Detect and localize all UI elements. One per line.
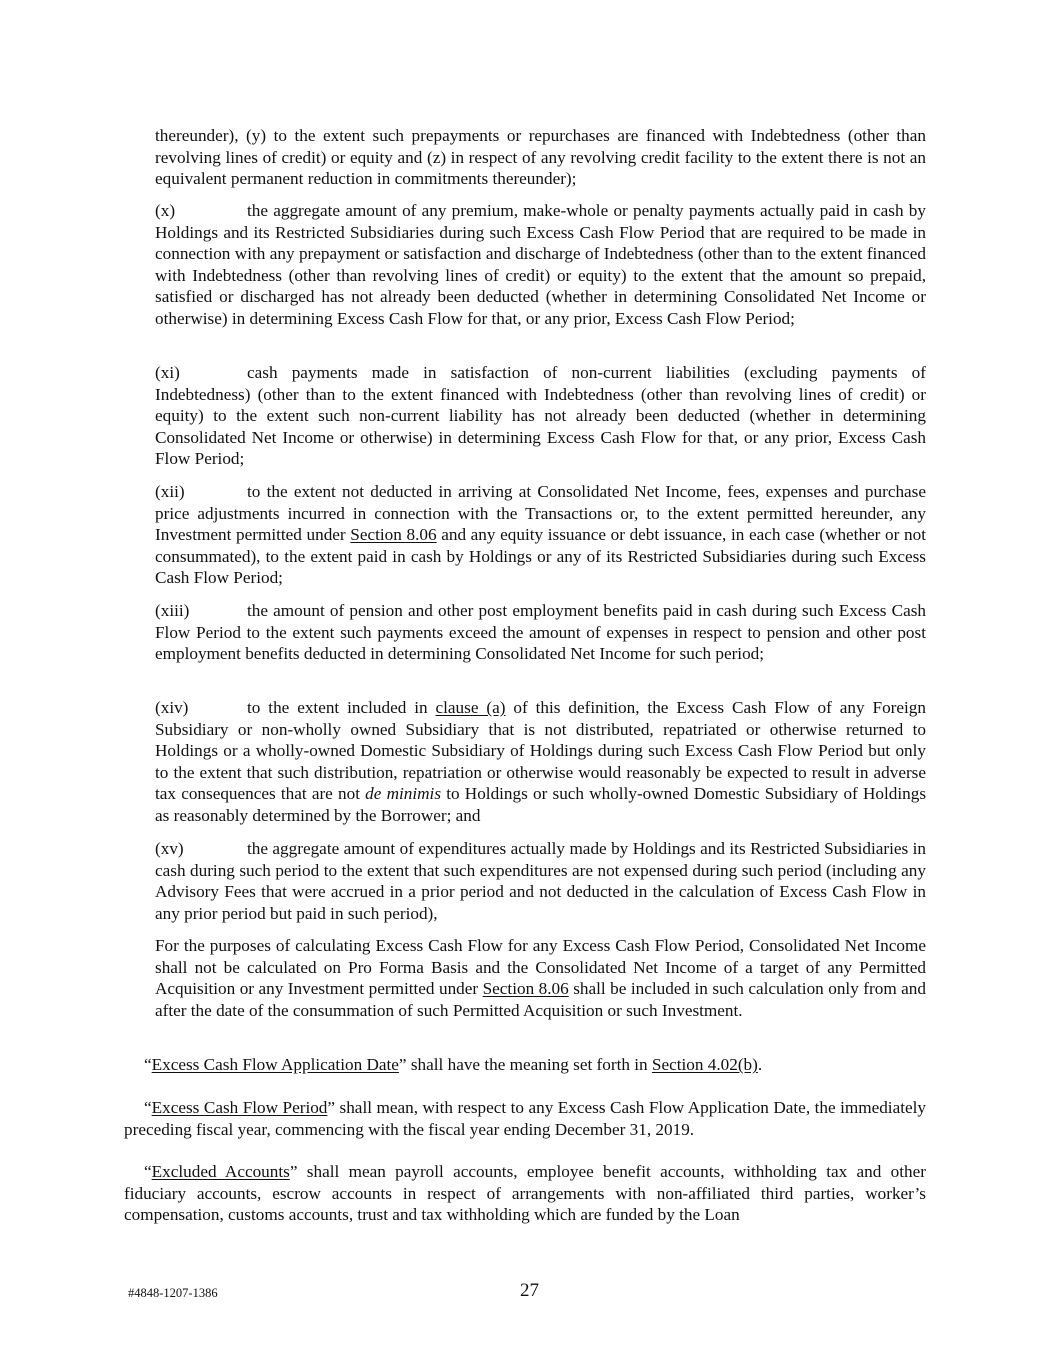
page-number: 27 (520, 1280, 539, 1301)
clause-label: (xi) (155, 363, 180, 382)
purposes-paragraph (155, 935, 926, 1021)
intro-continuation-paragraph (155, 125, 926, 190)
definition-excess-cash-flow-application-date (124, 1054, 926, 1076)
clause-label: (xii) (155, 482, 185, 501)
de-minimis-term: de minimis (365, 784, 442, 804)
close-quote: ” (289, 1162, 298, 1181)
open-quote: “ (144, 1098, 152, 1117)
defined-term: Excluded Accounts (151, 1162, 290, 1181)
section-4-02b-link[interactable]: Section 4.02(b) (651, 1055, 758, 1074)
open-quote: “ (144, 1055, 152, 1074)
paragraph-text: For the purposes of calculating Excess Cash Flow for any Excess Cash Flow Period, Consolidated Net Income shall not be calculated on Pro Forma Basis and the Consolidated Net Income of a target of any Permitted Acquisition or any Investment permitted under (155, 936, 926, 999)
clause-xiii (155, 600, 926, 665)
clause-xi (155, 362, 926, 470)
clause-text: to the extent not deducted in arriving at Consolidated Net Income, fees, expenses and purchase price adjustments incurred in connection with the Transactions or, to the extent permitted hereunder, any Investment permitted under (155, 482, 926, 545)
paragraph-text: shall be included in such calculation only from and after the date of the consummation of such Permitted Acquisition or such Investment. (155, 979, 926, 1020)
definition-excluded-accounts (124, 1161, 926, 1226)
definition-text: . (757, 1055, 763, 1074)
clause-text: cash payments made in satisfaction of non-current liabilities (excluding payments of Indebtedness) (other than to the extent financed with Indebtedness (other than revolving lines of credit) or equity) to the extent such non-current liability has not already been deducted (whether in determining Consolidated Net Income or otherwise) in determining Excess Cash Flow for that, or any prior, Excess Cash Flow Period; (155, 363, 926, 469)
clause-xv (155, 838, 926, 924)
clause-text: the amount of pension and other post employment benefits paid in cash during such Excess Cash Flow Period to the extent such payments exceed the amount of expenses in respect to pension and other post employment benefits deducted in determining Consolidated Net Income for such period; (155, 601, 926, 664)
clause-a-link[interactable]: clause (a) (435, 698, 506, 717)
close-quote: ” (327, 1098, 336, 1117)
section-8-06-link[interactable]: Section 8.06 (482, 979, 569, 999)
document-id: #4848-1207-1386 (128, 1286, 218, 1300)
clause-text: and any equity issuance or debt issuance, in each case (whether or not consummated), to the extent paid in cash by Holdings or any of its Restricted Subsidiaries during such Excess Cash Flow Period; (155, 525, 926, 588)
clause-text: of this definition, the Excess Cash Flow of any Foreign Subsidiary or non-wholly owned Subsidiary that is not distributed, repatriated or otherwise returned to Holdings or a wholly-owned Domestic Subsidiary of Holdings during such Excess Cash Flow Period but only to the extent that such distribution, repatriation or otherwise would reasonably be expected to result in adverse tax consequences that are not (155, 698, 926, 804)
clause-text: to Holdings or such wholly-owned Domestic Subsidiary of Holdings as reasonably determined by the Borrower; and (155, 784, 927, 825)
clause-xii (155, 481, 926, 589)
section-8-06-link[interactable]: Section 8.06 (350, 525, 437, 545)
clause-text: the aggregate amount of any premium, make-whole or penalty payments actually paid in cash by Holdings and its Restricted Subsidiaries during such Excess Cash Flow Period that are required to be made in connection with any prepayment or satisfaction and discharge of Indebtedness (other than to the extent financed with Indebtedness (other than revolving lines of credit) or equity) to the extent that the amount so prepaid, satisfied or discharged has not already been deducted (whether in determining Consolidated Net Income or otherwise) in determining Excess Cash Flow for that, or any prior, Excess Cash Flow Period; (155, 201, 926, 328)
definition-text: shall mean payroll accounts, employee benefit accounts, withholding tax and other fiduciary accounts, escrow accounts in respect of arrangements with non-affiliated third parties, worker’s compensation, customs accounts, trust and tax withholding which are funded by the Loan (124, 1162, 926, 1225)
clause-label: (xv) (155, 839, 184, 858)
clause-text: the aggregate amount of expenditures actually made by Holdings and its Restricted Subsidiaries in cash during such period to the extent that such expenditures are not expensed during such period (including any Advisory Fees that were accrued in a prior period and not deducted in the calculation of Excess Cash Flow in any prior period but paid in such period), (155, 839, 926, 923)
clause-text: to the extent included in (247, 698, 436, 717)
clause-x (155, 200, 926, 330)
definition-text: shall have the meaning set forth in (406, 1055, 652, 1074)
open-quote: “ (144, 1162, 152, 1181)
definition-text: shall mean, with respect to any Excess Cash Flow Application Date, the immediately preceding fiscal year, commencing with the fiscal year ending December 31, 2019. (124, 1098, 926, 1139)
close-quote: ” (398, 1055, 407, 1074)
defined-term: Excess Cash Flow Period (151, 1098, 328, 1117)
defined-term: Excess Cash Flow Application Date (151, 1055, 399, 1074)
clause-label: (xiv) (155, 698, 189, 717)
definition-excess-cash-flow-period (124, 1097, 926, 1140)
clause-label: (x) (155, 201, 176, 220)
clause-label: (xiii) (155, 601, 190, 620)
clause-xiv (155, 697, 926, 827)
intro-continuation-text: thereunder), (y) to the extent such prepayments or repurchases are financed with Indebtedness (other than revolving lines of credit) or equity and (z) in respect of any revolving credit facility to the extent there is not an equivalent permanent reduction in commitments thereunder); (155, 126, 926, 189)
